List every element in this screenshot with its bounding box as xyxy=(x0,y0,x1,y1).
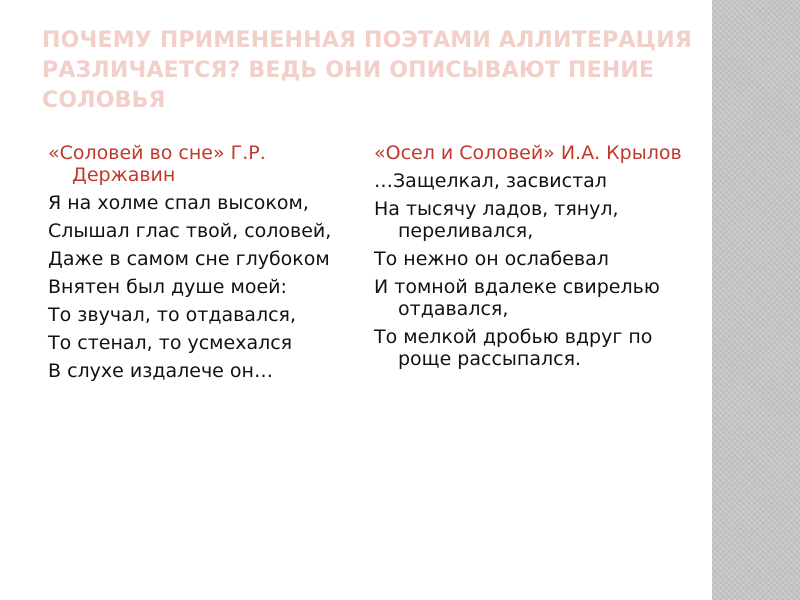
slide-title: ПОЧЕМУ ПРИМЕНЕННАЯ ПОЭТАМИ АЛЛИТЕРАЦИЯ РАЗЛИЧАЕТСЯ? ВЕДЬ ОНИ ОПИСЫВАЮТ ПЕНИЕ СОЛОВЬЯ xyxy=(42,28,692,113)
poem-line: То звучал, то отдавался, xyxy=(48,304,297,326)
poem-line: Слышал глас твой, соловей, xyxy=(48,220,332,242)
poem-line: То стенал, то усмехался xyxy=(48,332,293,354)
left-column-heading: «Соловей во сне» Г.Р. Державин xyxy=(48,142,266,186)
poem-line: То нежно он ослабевал xyxy=(374,248,609,270)
right-column-heading: «Осел и Соловей» И.А. Крылов xyxy=(374,142,682,164)
left-column xyxy=(48,142,348,388)
right-column xyxy=(374,142,694,376)
decorative-side-stripe xyxy=(712,0,800,600)
poem-line: Внятен был душе моей: xyxy=(48,276,287,298)
poem-line: Я на холме спал высоком, xyxy=(48,192,309,214)
poem-line: Даже в самом сне глубоком xyxy=(48,248,330,270)
poem-line: И томной вдалеке свирелью отдавался, xyxy=(374,276,660,320)
poem-line: В слухе издалече он… xyxy=(48,360,273,382)
poem-line: То мелкой дробью вдруг по роще рассыпался. xyxy=(374,326,653,370)
poem-line: На тысячу ладов, тянул, переливался, xyxy=(374,198,619,242)
poem-line: …Защелкал, засвистал xyxy=(374,170,607,192)
